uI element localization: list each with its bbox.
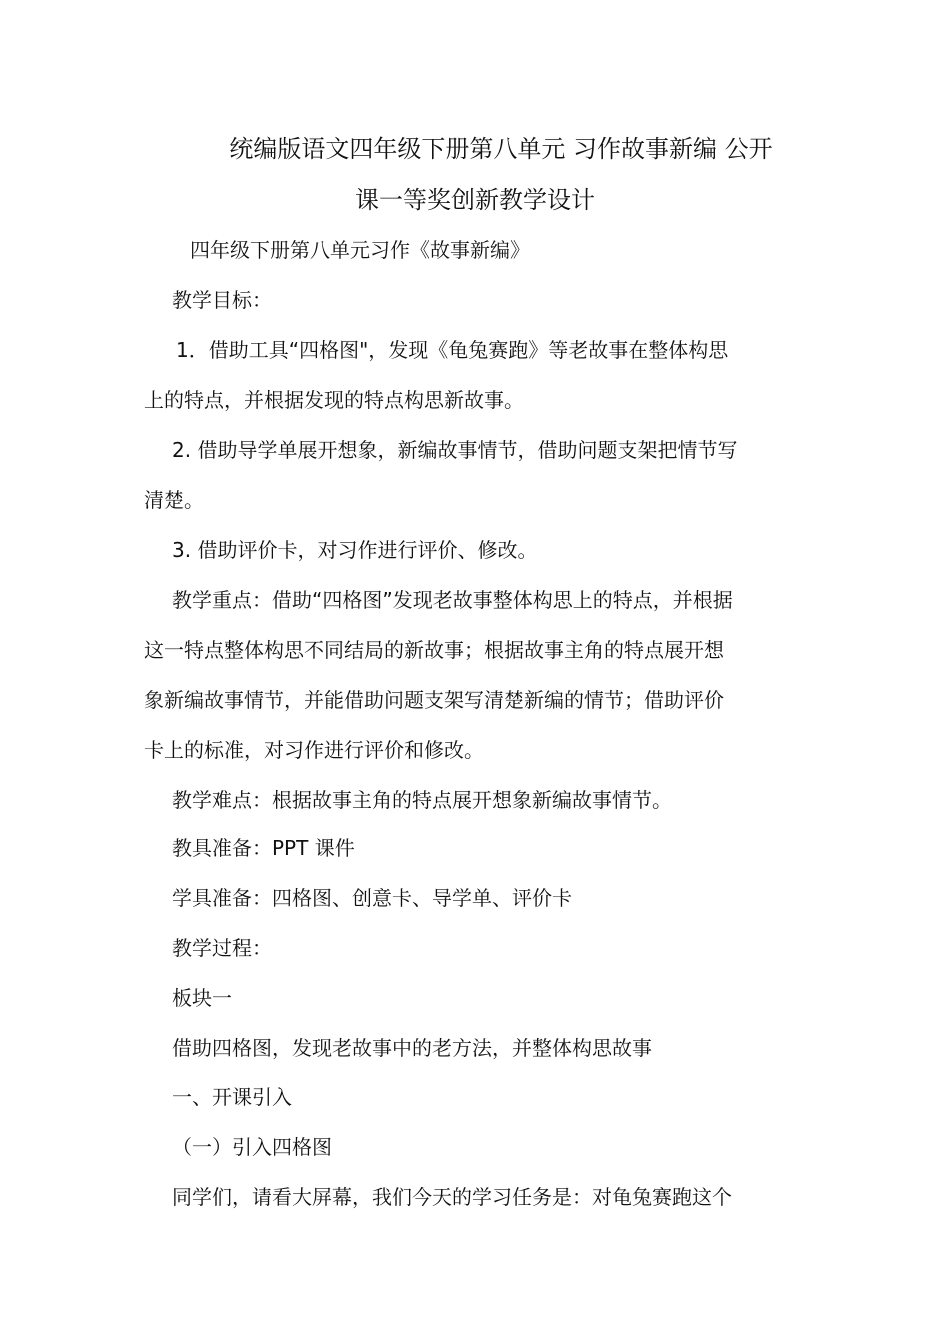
paragraph-intro-heading: 一、开课引入 — [172, 1085, 292, 1109]
document-title-line-2: 课一等奖创新教学设计 — [355, 186, 595, 214]
paragraph-key-points-cont-2: 象新编故事情节，并能借助问题支架写清楚新编的情节；借助评价 — [144, 688, 724, 712]
paragraph-objective-2: 2. 借助导学单展开想象，新编故事情节，借助问题支架把情节写 — [172, 438, 738, 462]
paragraph-objective-3: 3. 借助评价卡，对习作进行评价、修改。 — [172, 538, 538, 562]
paragraph-difficulties: 教学难点：根据故事主角的特点展开想象新编故事情节。 — [172, 788, 672, 812]
paragraph-key-points-cont-3: 卡上的标准，对习作进行评价和修改。 — [144, 738, 484, 762]
paragraph-key-points-cont-1: 这一特点整体构思不同结局的新故事；根据故事主角的特点展开想 — [144, 638, 724, 662]
paragraph-objective-1-cont: 上的特点，并根据发现的特点构思新故事。 — [144, 388, 524, 412]
paragraph-intro-text: 同学们，请看大屏幕，我们今天的学习任务是：对龟兔赛跑这个 — [172, 1185, 732, 1209]
paragraph-key-points: 教学重点：借助“四格图”发现老故事整体构思上的特点，并根据 — [172, 588, 733, 612]
paragraph-teaching-aids: 教具准备：PPT 课件 — [172, 836, 355, 860]
paragraph-objectives-heading: 教学目标： — [172, 288, 272, 312]
paragraph-objective-1: 1．借助工具“四格图"，发现《龟兔赛跑》等老故事在整体构思 — [176, 338, 729, 362]
paragraph-process-heading: 教学过程： — [172, 936, 272, 960]
lesson-subtitle: 四年级下册第八单元习作《故事新编》 — [190, 238, 530, 262]
paragraph-intro-subheading: （一）引入四格图 — [172, 1135, 332, 1159]
document-title-line-1: 统编版语文四年级下册第八单元 习作故事新编 公开 — [229, 135, 773, 163]
paragraph-learning-aids: 学具准备：四格图、创意卡、导学单、评价卡 — [172, 886, 572, 910]
paragraph-section-one-title: 借助四格图，发现老故事中的老方法，并整体构思故事 — [172, 1036, 652, 1060]
paragraph-section-one: 板块一 — [172, 986, 232, 1010]
paragraph-objective-2-cont: 清楚。 — [144, 488, 204, 512]
